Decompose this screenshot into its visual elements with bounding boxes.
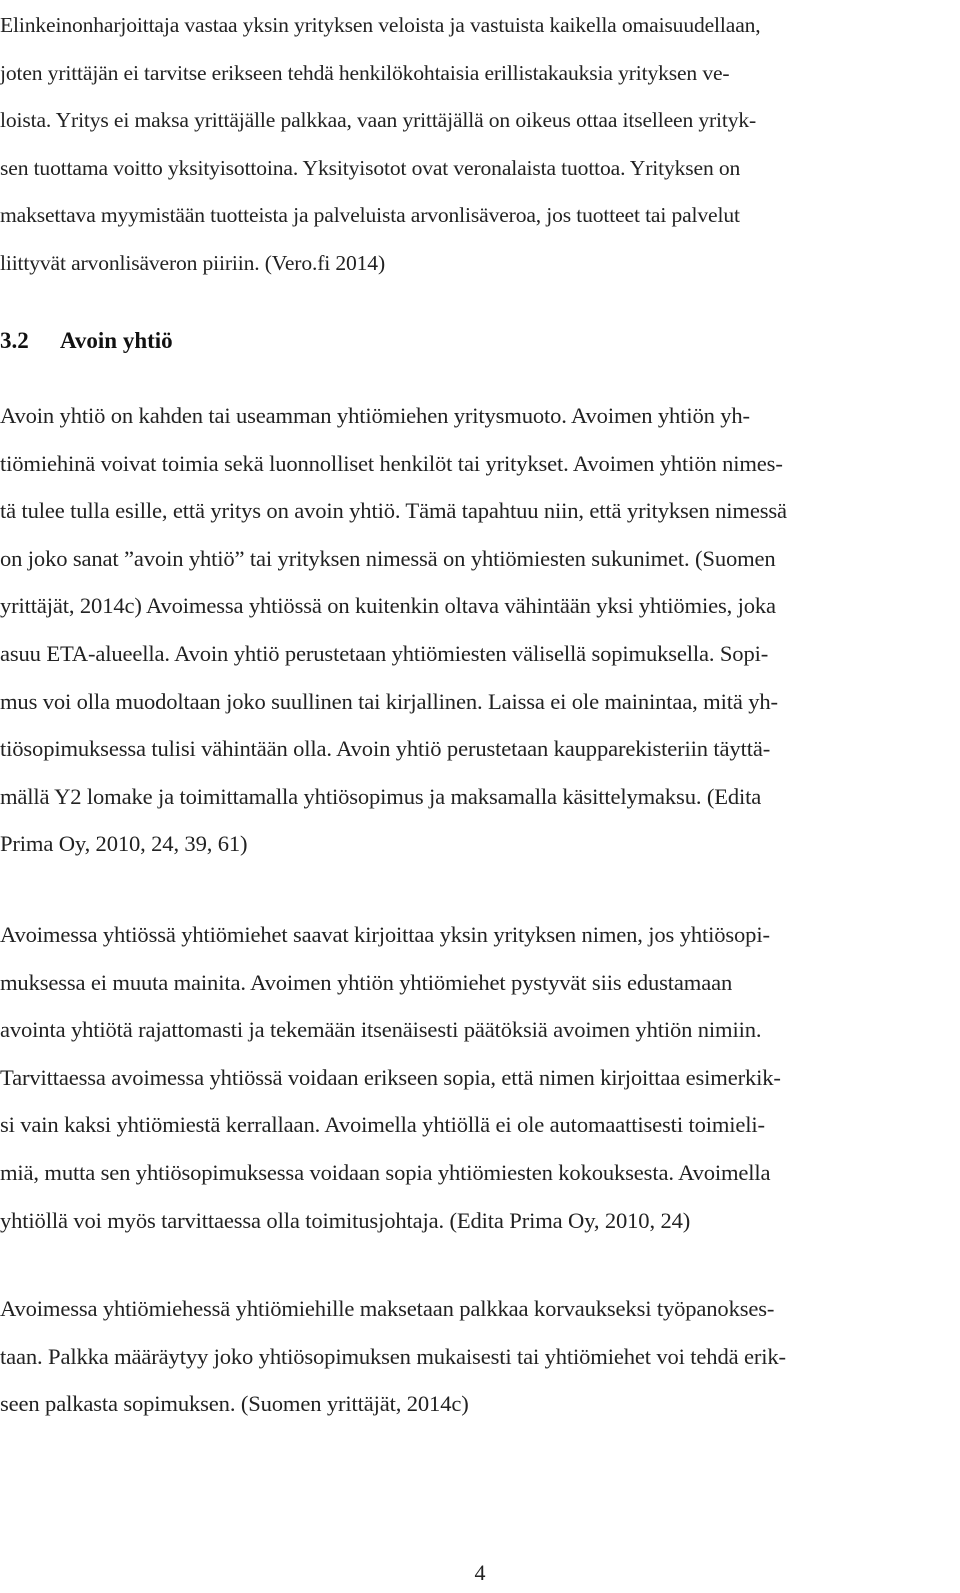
text-line: Avoimessa yhtiömiehessä yhtiömiehille maksetaan palkkaa korvaukseksi työpanokses- [0,1296,775,1321]
section-title: Avoin yhtiö [60,328,173,353]
section-number: 3.2 [0,328,29,353]
text-line: sen tuottama voitto yksityisottoina. Yksityisotot ovat veronalaista tuottoa. Yrityksen on [0,155,741,180]
text-line: Avoin yhtiö on kahden tai useamman yhtiömiehen yritysmuoto. Avoimen yhtiön yh- [0,403,750,428]
paragraph-partner-signing-rights [0,911,960,1244]
text-line: muksessa ei muuta mainita. Avoimen yhtiön yhtiömiehet pystyvät siis edustamaan [0,969,733,995]
text-line: asuu ETA-alueella. Avoin yhtiö perustetaan yhtiömiesten välisellä sopimuksella. Sopi- [0,640,769,666]
text-line: Avoimessa yhtiössä yhtiömiehet saavat kirjoittaa yksin yrityksen nimen, jos yhtiösopi- [0,922,770,947]
paragraph-sole-trader-liability [0,2,960,288]
text-line: liittyvät arvonlisäveron piiriin. (Vero.fi 2014) [0,250,385,275]
page-number: 4 [474,1560,486,1585]
text-line: joten yrittäjän ei tarvitse erikseen tehdä henkilökohtaisia erillistakauksia yrityksen ve- [0,60,730,85]
text-line: si vain kaksi yhtiömiestä kerrallaan. Avoimella yhtiöllä ei ole automaattisesti toimieli- [0,1112,765,1138]
text-line: tiösopimuksessa tulisi vähintään olla. Avoin yhtiö perustetaan kaupparekisteriin täyttä- [0,736,771,762]
text-line: Elinkeinonharjoittaja vastaa yksin yrityksen veloista ja vastuista kaikella omaisuudellaan, [0,13,761,37]
text-line: miä, mutta sen yhtiösopimuksessa voidaan sopia yhtiömiesten kokouksesta. Avoimella [0,1159,771,1185]
text-line: tiömiehinä voivat toimia sekä luonnolliset henkilöt tai yritykset. Avoimen yhtiön nimes- [0,450,783,476]
paragraph-general-partnership-definition [0,392,960,868]
text-line: loista. Yritys ei maksa yrittäjälle palkkaa, vaan yrittäjällä on oikeus ottaa itselleen yrityk- [0,108,757,133]
text-line: mällä Y2 lomake ja toimittamalla yhtiösopimus ja maksamalla käsittelymaksu. (Edita [0,783,762,809]
text-line: Prima Oy, 2010, 24, 39, 61) [0,831,248,857]
text-line: mus voi olla muodoltaan joko suullinen tai kirjallinen. Laissa ei ole mainintaa, mitä yh- [0,688,778,714]
text-line: yhtiöllä voi myös tarvittaessa olla toimitusjohtaja. (Edita Prima Oy, 2010, 24) [0,1207,691,1233]
text-line: yrittäjät, 2014c) Avoimessa yhtiössä on kuitenkin oltava vähintään yksi yhtiömies, joka [0,593,776,619]
text-line: tä tulee tulla esille, että yritys on avoin yhtiö. Tämä tapahtuu niin, että yrityksen nimessä [0,498,787,524]
paragraph-partner-salary [0,1285,960,1428]
text-line: seen palkasta sopimuksen. (Suomen yrittäjät, 2014c) [0,1391,469,1417]
text-line: on joko sanat ”avoin yhtiö” tai yrityksen nimessä on yhtiömiesten sukunimet. (Suomen [0,545,776,571]
text-line: avointa yhtiötä rajattomasti ja tekemään itsenäisesti päätöksiä avoimen yhtiön nimiin. [0,1017,762,1043]
text-line: taan. Palkka määräytyy joko yhtiösopimuksen mukaisesti tai yhtiömiehet voi tehdä erik- [0,1343,786,1369]
text-line: maksettava myymistään tuotteista ja palveluista arvonlisäveroa, jos tuotteet tai palvelut [0,203,740,228]
section-heading [0,318,173,364]
text-line: Tarvittaessa avoimessa yhtiössä voidaan erikseen sopia, että nimen kirjoittaa esimerkik- [0,1064,781,1090]
